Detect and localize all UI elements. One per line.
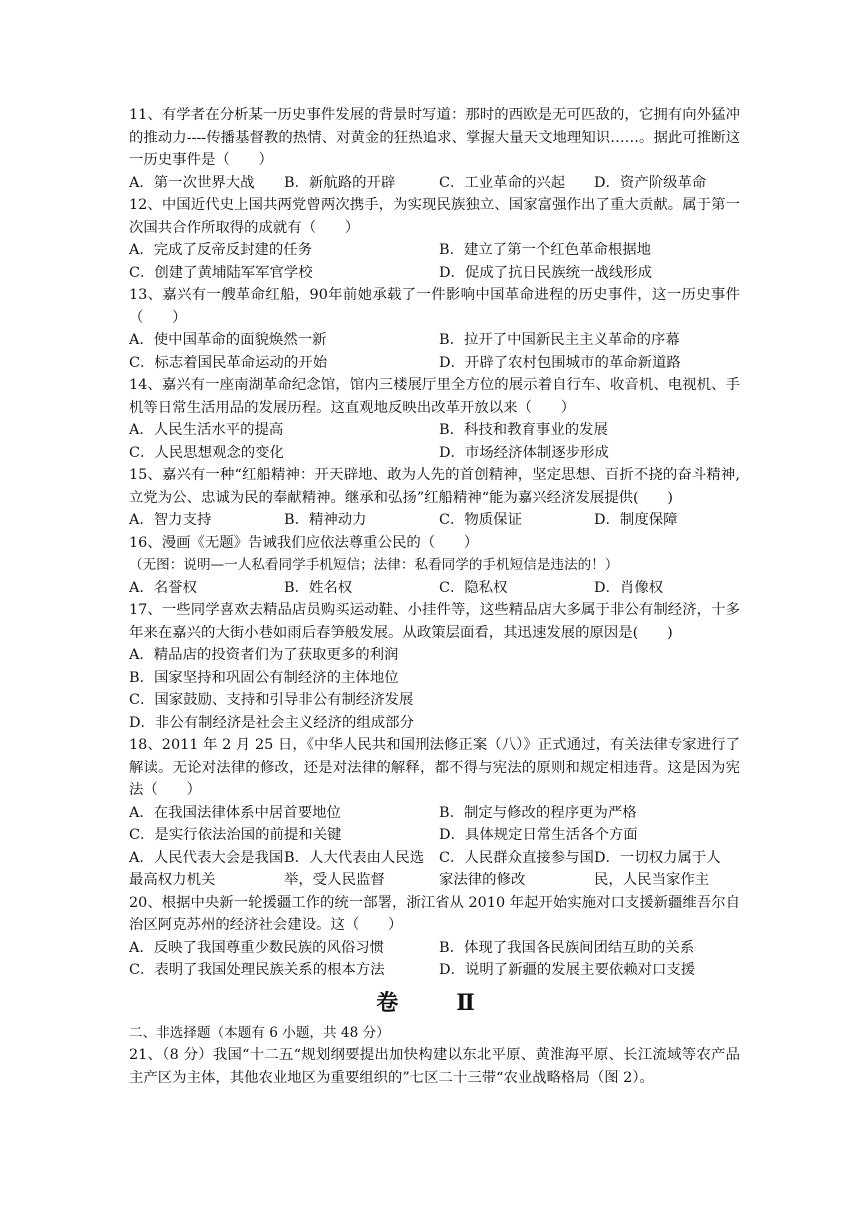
q14-option-c: C．人民思想观念的变化 (129, 444, 284, 461)
q20-stem: 20、根据中央新一轮援疆工作的统一部署，浙江省从 2010 年起开始实施对口支援新疆维吾尔自治区阿克苏州的经济社会建设。这（ ） (129, 894, 740, 933)
q16-note: （无图：说明—一人私看同学手机短信；法律：私看同学的手机短信是违法的！） (129, 557, 619, 573)
q18-options-row2 (129, 824, 740, 847)
q12-options-row1 (129, 239, 740, 262)
q12-option-a: A．完成了反帝反封建的任务 (129, 242, 313, 258)
q14-option-a: A．人民生活水平的提高 (129, 422, 284, 438)
q17-option-b: B．国家坚持和巩固公有制经济的主体地位 (129, 669, 399, 686)
q18-option-b: B．制定与修改的程序更为严格 (439, 804, 637, 821)
q16-options (129, 577, 740, 600)
q16-option-b: B．姓名权 (284, 579, 353, 596)
q11-option-d: D．资产阶级革命 (594, 174, 707, 191)
q15-stem: 15、嘉兴有一种“红船精神：开天辟地、敢为人先的首创精神，坚定思想、百折不挠的奋斗精神,立党为公、忠诚为民的奉献精神。继承和弘扬”红船精神“能为嘉兴经济发展提供( ) (129, 467, 740, 506)
q13-options-row2 (129, 352, 740, 375)
q12-options-row2 (129, 262, 740, 285)
q15-option-c: C．物质保证 (439, 512, 522, 528)
q12-option-b: B．建立了第一个红色革命根据地 (439, 242, 652, 258)
q13-option-c: C．标志着国民革命运动的开始 (129, 354, 328, 371)
q15-option-d: D．制度保障 (594, 512, 678, 528)
q11-option-b: B．新航路的开辟 (284, 174, 396, 191)
q16-option-a: A．名誉权 (129, 579, 197, 596)
q20-option-c: C．表明了我国处理民族关系的根本方法 (129, 962, 385, 978)
q14-option-b: B．科技和教育事业的发展 (439, 422, 608, 438)
q17-stem: 17、一些同学喜欢去精品店员购买运动鞋、小挂件等，这些精品店大多属于非公有制经济，十多年来在嘉兴的大街小巷如雨后春笋般发展。从政策层面看，其迅速发展的原因是( ) (129, 602, 740, 641)
q12-option-c: C．创建了黄埔陆军军官学校 (129, 264, 313, 281)
q13-options-row1 (129, 329, 740, 352)
q18-options-row1 (129, 802, 740, 825)
q20-option-d: D．说明了新疆的发展主要依赖对口支援 (439, 962, 696, 978)
q16-stem: 16、漫画《无题》告诫我们应依法尊重公民的（ ） (129, 534, 479, 551)
q14-stem: 14、嘉兴有一座南湖革命纪念馆，馆内三楼展厅里全方位的展示着自行车、收音机、电视机、手机等日常生活用品的发展历程。这直观地反映出改革开放以来（ ） (129, 377, 740, 416)
q17-option-c: C．国家鼓励、支持和引导非公有制经济发展 (129, 692, 414, 708)
q14-options-row2 (129, 442, 740, 465)
q19-option-c: C．人民群众直接参与国家法律的修改 (439, 849, 594, 888)
q20-options-row1 (129, 937, 740, 960)
q18-option-c: C．是实行依法治国的前提和关键 (129, 827, 342, 843)
q13-option-b: B．拉开了中国新民主主义革命的序幕 (439, 332, 680, 348)
q19-options (129, 847, 740, 892)
q17-option-a: A．精品店的投资者们为了获取更多的利润 (129, 647, 399, 663)
q13-option-d: D．开辟了农村包围城市的革命新道路 (439, 354, 681, 371)
q19-option-d: D．一切权力属于人民，人民当家作主 (594, 849, 721, 888)
section-2-title: 卷 Ⅱ (376, 989, 493, 1016)
q18-option-a: A．在我国法律体系中居首要地位 (129, 804, 341, 821)
q11-options (129, 172, 740, 195)
q21-stem: 21、（8 分）我国“十二五“规划纲要提出加快构建以东北平原、黄淮海平原、长江流域等农产品主产区为主体，其他农业地区为重要组织的”七区二十三带“农业战略格局（图 2）。 (129, 1047, 740, 1086)
q14-options-row1 (129, 419, 740, 442)
q18-stem: 18、2011 年 2 月 25 日，《中华人民共和国刑法修正案（八）》正式通过，有关法律专家进行了解读。无论对法律的修改，还是对法律的解释，都不得与宪法的原则和规定相违背。这是因为宪法（ ） (129, 737, 740, 798)
q11-option-c: C．工业革命的兴起 (439, 174, 566, 191)
q15-option-a: A．智力支持 (129, 512, 212, 528)
q13-option-a: A．使中国革命的面貌焕然一新 (129, 332, 327, 348)
q15-option-b: B．精神动力 (284, 512, 367, 528)
q19-option-b: B．人大代表由人民选举，受人民监督 (284, 849, 425, 888)
q17-option-d: D．非公有制经济是社会主义经济的组成部分 (129, 714, 414, 731)
q20-option-a: A．反映了我国尊重少数民族的风俗习惯 (129, 939, 385, 956)
q20-option-b: B．体现了我国各民族间团结互助的关系 (439, 939, 695, 956)
q11-stem: 11、有学者在分析某一历史事件发展的背景时写道：那时的西欧是无可匹敌的，它拥有向外猛冲的推动力----传播基督教的热情、对黄金的狂热追求、掌握大量天文地理知识……。据此可推断这一历史事件是（ ） (129, 107, 740, 168)
q18-option-d: D．具体规定日常生活各个方面 (439, 827, 638, 843)
q16-option-c: C．隐私权 (439, 579, 508, 596)
q19-option-a: A．人民代表大会是我国最高权力机关 (129, 849, 284, 888)
q15-options (129, 509, 740, 532)
q11-option-a: A．第一次世界大战 (129, 174, 255, 191)
q13-stem: 13、嘉兴有一艘革命红船，90年前她承载了一件影响中国革命进程的历史事件，这一历史事件（ ） (129, 287, 740, 326)
q16-option-d: D．肖像权 (594, 579, 664, 596)
q14-option-d: D．市场经济体制逐步形成 (439, 444, 609, 461)
section-2-heading: 二、非选择题（本题有 6 小题，共 48 分） (129, 1024, 390, 1041)
q12-option-d: D．促成了抗日民族统一战线形成 (439, 264, 653, 281)
q20-options-row2 (129, 959, 740, 982)
q12-stem: 12、中国近代史上国共两党曾两次携手，为实现民族独立、国家富强作出了重大贡献。属于第一次国共合作所取得的成就有（ ） (129, 197, 740, 236)
